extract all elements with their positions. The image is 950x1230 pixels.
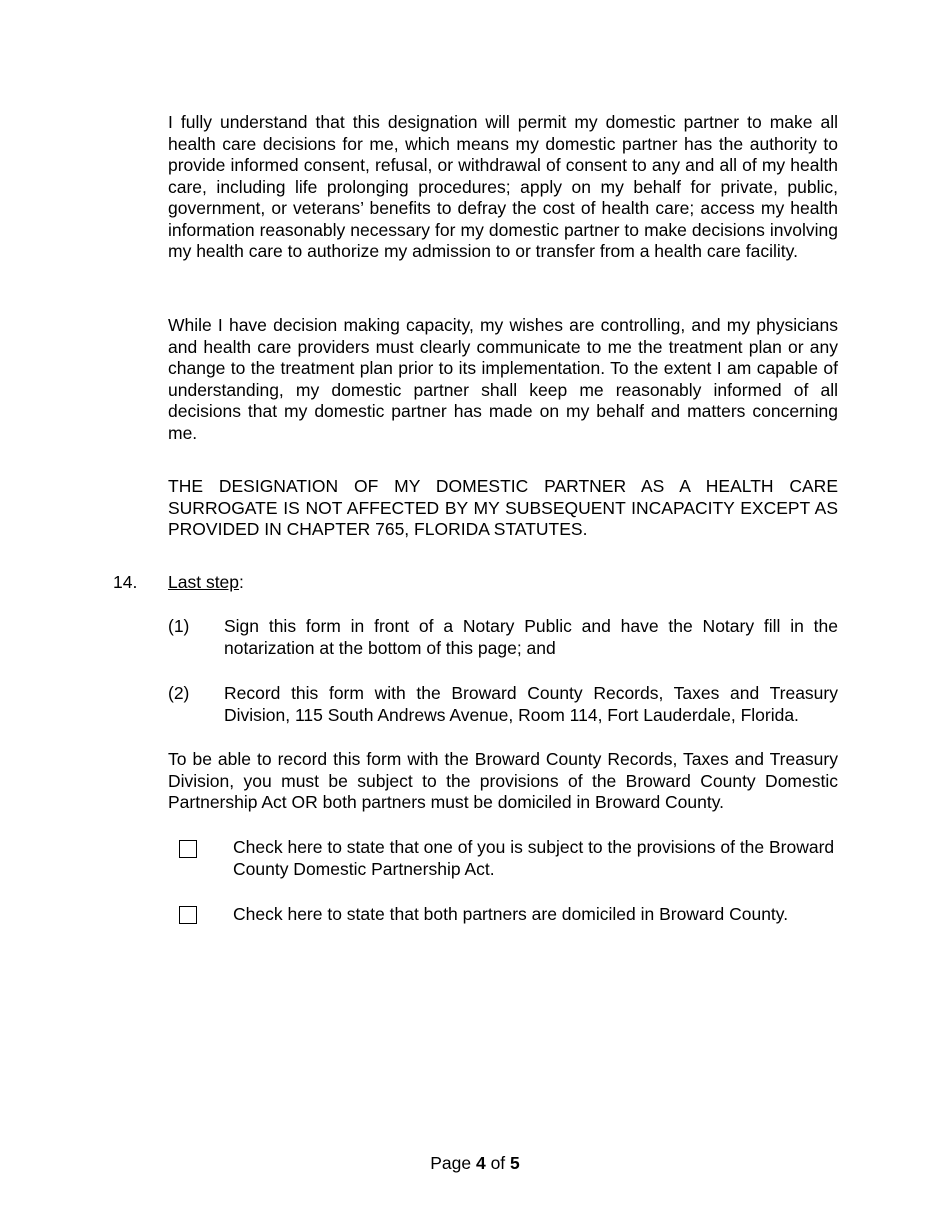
checkbox-domiciled[interactable] bbox=[179, 906, 197, 924]
paragraph-designation-authority: I fully understand that this designation will permit my domestic partner to make all health care decisions for me, which means my domestic partner has the authority to provide informed consent, refusal, or withdrawal of consent to any and all of my health care, including life prolonging procedures; apply on my behalf for private, public, government, or veterans’ benefits to defray the cost of health care; access my health information reasonably necessary for my domestic partner to make decisions involving my health care to authorize my admission to or transfer from a health care facility. bbox=[168, 112, 838, 261]
step-number: 14. bbox=[113, 572, 138, 592]
page-label: Page bbox=[430, 1153, 472, 1173]
paragraph-incapacity-notice: THE DESIGNATION OF MY DOMESTIC PARTNER AS A HEALTH CARE SURROGATE IS NOT AFFECTED BY MY SUBSEQUENT INCAPACITY EXCEPT AS PROVIDED IN CHAPTER 765, FLORIDA STATUTES. bbox=[168, 476, 838, 539]
page-footer bbox=[0, 1153, 950, 1175]
page-current: 4 bbox=[475, 1153, 486, 1173]
substep-number-2: (2) bbox=[168, 683, 190, 703]
checkbox-partnership-act[interactable] bbox=[179, 840, 197, 858]
checkbox-label-domiciled: Check here to state that both partners are domiciled in Broward County. bbox=[233, 904, 789, 924]
paragraph-recording-requirement: To be able to record this form with the Broward County Records, Taxes and Treasury Division, you must be subject to the provisions of the Broward County Domestic Partnership Act OR both partners must be domiciled in Broward County. bbox=[168, 749, 838, 812]
step-title-suffix: : bbox=[239, 572, 244, 592]
checkbox-label-partnership-act: Check here to state that one of you is subject to the provisions of the Broward County Domestic Partnership Act. bbox=[233, 837, 835, 879]
page-total: 5 bbox=[510, 1153, 520, 1173]
step-title-label: Last step bbox=[168, 572, 240, 592]
substep-number-1: (1) bbox=[168, 616, 190, 636]
paragraph-decision-capacity: While I have decision making capacity, my wishes are controlling, and my physicians and health care providers must clearly communicate to me the treatment plan or any change to the treatment plan prior to its implementation. To the extent I am capable of understanding, my domestic partner shall keep me reasonably informed of all decisions that my domestic partner has made on my behalf and matters concerning me. bbox=[168, 315, 838, 443]
substep-text-2: Record this form with the Broward County Records, Taxes and Treasury Division, 115 South Andrews Avenue, Room 114, Fort Lauderdale, Florida. bbox=[224, 683, 838, 725]
step-title bbox=[168, 572, 244, 594]
page-of: of bbox=[490, 1153, 506, 1173]
substep-text-1: Sign this form in front of a Notary Public and have the Notary fill in the notarization at the bottom of this page; and bbox=[224, 616, 838, 658]
